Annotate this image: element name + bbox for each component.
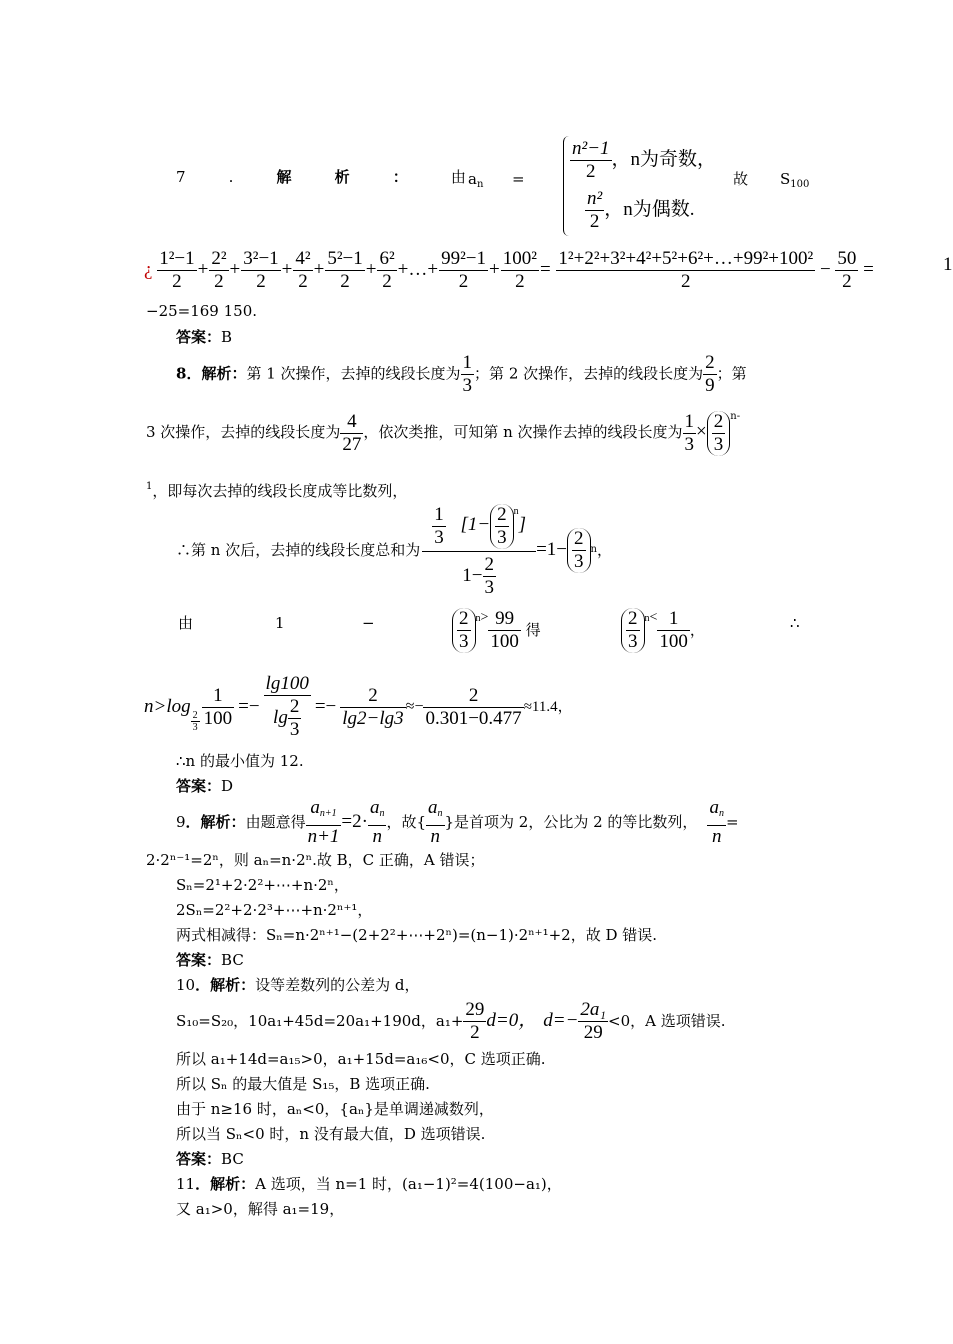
q8-l2-text-1: 3 次操作，去掉的线段长度为 — [146, 423, 341, 441]
q7-fifty-num: 50 — [837, 248, 857, 269]
q8-frac-2 — [703, 352, 717, 397]
q7-s-sub: 100 — [790, 179, 810, 190]
q7-sum-term-operator: + — [229, 258, 241, 280]
q8-frac-1-100 — [657, 608, 690, 653]
q8-frac-99-num: 99 — [488, 608, 521, 631]
q7-jie: 解 — [276, 168, 292, 186]
q9-frac-3 — [426, 797, 445, 848]
q8-frac-9-den: 3 — [628, 631, 638, 652]
q9-frac-4-den: n — [711, 825, 722, 847]
q8-ineq-2 — [621, 608, 705, 653]
q8-big-frac-num — [422, 501, 536, 551]
q8-frac-1-den: 3 — [462, 375, 473, 396]
q7-sum-mark: ¿ — [144, 258, 153, 280]
q9-frac-1-den: n+1 — [307, 825, 340, 847]
q10-answer — [176, 1150, 244, 1168]
q11-head: ．解析： — [195, 1175, 256, 1193]
q8-frac-2-num: 2 — [705, 352, 715, 373]
q8-eq-neg-2: =− — [314, 696, 337, 717]
q7-case-even-frac — [585, 188, 604, 233]
q9-number: 9 — [176, 813, 186, 831]
q8-frac-8 — [457, 608, 471, 653]
q7-dot: . — [228, 168, 234, 186]
q8-l3-one: 1 — [146, 481, 153, 492]
q7-sum-term-frac — [501, 248, 539, 293]
q8-log-arg-den: 100 — [203, 707, 233, 729]
q8-frac-4-num: 1 — [684, 410, 695, 432]
q8-log-base-den: 3 — [192, 721, 198, 733]
q10-line2 — [176, 998, 726, 1044]
q8-log-arg-num: 1 — [202, 685, 235, 708]
q8-line2 — [146, 408, 740, 456]
q8-big-den-one-minus: 1− — [462, 564, 483, 586]
q8-frac-8-num: 2 — [459, 608, 469, 629]
q8-exp-n-2: n — [590, 544, 597, 555]
q7-sum-line — [144, 248, 874, 293]
q8-eq-one-minus: =1− — [536, 539, 568, 560]
q8-log-base-num: 2 — [192, 709, 198, 721]
q7-sum-terms — [157, 248, 551, 292]
q10-number: 10 — [176, 976, 196, 994]
q10-frac-2a1-29-num: 2a₁ — [580, 998, 607, 1020]
q7-sum-term-frac — [293, 248, 312, 293]
q7-answer-value: B — [221, 328, 233, 346]
q7-header-line — [176, 168, 466, 186]
q8-frac-2-den: 9 — [705, 375, 715, 396]
q8-frac-99 — [488, 608, 521, 653]
q8-frac-4-den: 3 — [684, 433, 695, 455]
q8-exp-n-3: n — [475, 612, 481, 624]
q7-case-even-den: 2 — [589, 211, 600, 232]
q8-line3 — [146, 478, 407, 500]
q9-answer — [176, 951, 244, 969]
q7-case-even-num: n² — [587, 188, 603, 209]
q7-sum-term-operator: + — [489, 258, 500, 280]
q8-paren-5 — [621, 608, 645, 653]
q8-eq-neg-1: =− — [238, 696, 260, 717]
q9-frac-2-num — [368, 797, 387, 826]
q9-frac-3-num — [426, 797, 445, 826]
q7-cut-digit: 1 — [943, 254, 953, 275]
q8-comma: ， — [596, 541, 612, 559]
q7-equals: = — [512, 170, 525, 188]
q8-lt: < — [649, 609, 658, 625]
q8-text-3: ；第 — [716, 364, 747, 383]
q7-fifty-frac — [835, 248, 858, 293]
q10-l2-a: S₁₀=S₂₀，10a₁+45d=20a₁+190d，a₁+ — [176, 1012, 464, 1030]
q10-frac-29-2-den: 2 — [470, 1021, 480, 1043]
q9-head: ．解析： — [185, 813, 246, 831]
q7-sum-term-num: 2² — [211, 248, 227, 269]
q8-sum-line — [176, 500, 612, 600]
q7-sum-term-den: 2 — [382, 271, 392, 292]
q9-frac-2-sub: n — [379, 807, 385, 819]
q8-lg-frac-num: lg100 — [265, 673, 309, 694]
q8-head: ．解析： — [186, 364, 247, 383]
q8-times: × — [696, 421, 707, 442]
q9-answer-label: 答案： — [176, 951, 222, 969]
q7-sum-term-den: 2 — [298, 271, 308, 292]
q8-frac-1-100-num: 1 — [657, 608, 690, 631]
q8-frac-3 — [340, 411, 363, 456]
q7-you: 由 — [450, 168, 466, 186]
q8-frac-8-den: 3 — [459, 631, 469, 652]
q8-frac-3-den: 27 — [342, 433, 362, 455]
q7-tail-eq: = — [863, 258, 874, 280]
q7-sum-big-frac — [556, 248, 815, 293]
q8-l3-text: ，即每次去掉的线段长度成等比数列， — [152, 482, 408, 500]
q8-exp-n-4: n — [644, 612, 650, 624]
q9-line1 — [176, 796, 739, 847]
q7-number: 7 — [176, 168, 186, 186]
q8-frac-5-num: 2 — [713, 410, 724, 432]
q9-text-2: ，故{ — [386, 813, 426, 831]
q7-answer — [176, 328, 232, 346]
q8-q-frac-num: 2 — [340, 685, 405, 708]
q7-case-odd-num: n²−1 — [572, 138, 610, 159]
q8-one: 1 — [275, 614, 285, 632]
q8-frac-6-num: 2 — [497, 503, 507, 525]
q9-frac-1-num — [306, 797, 342, 826]
q8-you: 由 — [178, 614, 194, 632]
q11-line2: 又 a₁>0，解得 a₁=19， — [176, 1200, 345, 1218]
q7-sum-term-frac — [377, 248, 396, 293]
q8-frac-6 — [495, 504, 509, 549]
q10-l2-b: d=0， — [486, 1010, 538, 1031]
q8-big-num-third — [432, 504, 446, 549]
q7-sum-term-num: 3²−1 — [243, 248, 279, 269]
q10-l2-c: d=− — [543, 1010, 579, 1031]
q8-frac-9-num: 2 — [628, 608, 638, 629]
q8-q-frac-den: lg2−lg3 — [342, 707, 404, 729]
q7-an — [468, 170, 483, 194]
q7-case-odd — [570, 138, 716, 183]
q8-gt: > — [480, 609, 489, 625]
q8-frac-1-num: 1 — [462, 352, 473, 373]
q8-answer — [176, 777, 233, 795]
q9-frac-3-a: a — [428, 796, 438, 818]
q8-frac-6-den: 3 — [497, 526, 507, 548]
q7-result-line: −25=169 150. — [146, 302, 258, 320]
q7-sum-term-num: 6² — [379, 248, 395, 269]
q8-min-line: ∴n 的最小值为 12. — [176, 752, 304, 770]
q7-minus: − — [819, 258, 831, 280]
q9-frac-1-sub: n+1 — [319, 807, 337, 819]
q10-frac-29-2 — [463, 999, 486, 1044]
q7-sum-term-operator: = — [539, 258, 551, 280]
q8-answer-value: D — [221, 777, 234, 795]
q8-line1 — [176, 352, 747, 397]
q9-frac-2-a: a — [369, 796, 380, 818]
q8-big-den-frac — [483, 554, 497, 599]
q9-frac-1-a: a — [310, 796, 320, 818]
q9-frac-3-sub: n — [437, 807, 443, 819]
q9-text-4: = — [725, 813, 739, 831]
q10-answer-value: BC — [221, 1150, 244, 1168]
q7-sum-big-den: 2 — [681, 271, 691, 292]
q10-line3: 所以 a₁+14d=a₁₅>0，a₁+15d=a₁₆<0，C 选项正确. — [176, 1050, 546, 1068]
q11-number: 11 — [176, 1175, 196, 1193]
q7-sum-term-operator: + — [365, 258, 377, 280]
q8-text-2: ；第 2 次操作，去掉的线段长度为 — [474, 364, 704, 383]
q8-w-frac-den: 0.301−0.477 — [425, 707, 522, 729]
q7-sum-term-num: 99²−1 — [441, 248, 487, 269]
q8-frac-9 — [626, 608, 640, 653]
q7-fifty-den: 2 — [842, 271, 852, 292]
q7-sum-term-num: 1²−1 — [159, 248, 195, 269]
q8-lg-frac-den — [264, 696, 311, 741]
q8-paren-4 — [452, 608, 476, 653]
q10-text-1: 设等差数列的公差为 d， — [255, 976, 420, 994]
q11-text-1: A 选项，当 n=1 时，(a₁−1)²=4(100−a₁)， — [255, 1175, 562, 1193]
q7-sum-term-den: 2 — [515, 271, 525, 292]
q9-frac-2 — [368, 797, 387, 848]
q8-lg-den-lg: lg — [273, 706, 288, 728]
q8-therefore-text: ∴第 n 次后，去掉的线段长度总和为 — [176, 541, 421, 559]
q8-l2-text-2: ，依次类推，可知第 n 次操作去掉的线段长度为 — [363, 423, 683, 441]
q8-q-frac — [340, 685, 405, 730]
q7-sum-term-num: 5²−1 — [327, 248, 363, 269]
q8-big-frac — [422, 501, 536, 598]
q10-frac-29-2-num: 29 — [465, 998, 485, 1020]
q7-sum-term-den: 2 — [214, 271, 224, 292]
q7-sum-term-frac — [157, 248, 196, 293]
q10-line4: 所以 Sₙ 的最大值是 S₁₅，B 选项正确. — [176, 1075, 430, 1093]
q8-approx-neg: ≈− — [405, 698, 424, 715]
q7-s-letter: S — [780, 170, 791, 188]
q7-case-odd-den: 2 — [586, 161, 596, 182]
q8-minus: − — [362, 614, 375, 632]
q10-line5: 由于 n≥16 时，aₙ<0，{aₙ}是单调递减数列， — [176, 1100, 494, 1118]
q10-line1 — [176, 976, 419, 994]
q7-colon: ： — [392, 168, 408, 186]
q8-number: 8 — [176, 364, 187, 383]
q9-frac-2-den: n — [372, 825, 382, 847]
q7-sum-term-den: 2 — [172, 271, 182, 292]
q10-answer-label: 答案： — [176, 1150, 222, 1168]
q9-frac-4 — [707, 797, 726, 848]
q7-sum-big-num: 1²+2²+3²+4²+5²+6²+…+99²+100² — [558, 248, 814, 269]
q9-line2: 2·2ⁿ⁻¹=2ⁿ，则 aₙ=n·2ⁿ.故 B，C 正确，A 错误； — [146, 851, 485, 869]
q8-big-den-frac-num: 2 — [484, 553, 494, 575]
q8-w-frac — [423, 685, 523, 730]
q7-sum-term-operator: +…+ — [397, 258, 439, 280]
q8-approx-val: ≈11.4， — [523, 699, 573, 715]
q8-frac-1 — [461, 352, 475, 397]
q7-case-even-cond: ，n为偶数. — [604, 198, 695, 220]
q8-text-1: 第 1 次操作，去掉的线段长度为 — [246, 364, 461, 383]
q8-lg-den-frac-num: 2 — [289, 696, 300, 717]
q8-frac-5 — [712, 411, 726, 456]
q8-frac-99-den: 100 — [490, 631, 519, 652]
q7-sum-term-num: 100² — [502, 248, 537, 269]
q9-frac-1 — [306, 797, 342, 848]
q8-exp-nm: n- — [730, 411, 741, 422]
q8-log-arg — [202, 685, 235, 730]
q8-big-den-frac-den: 3 — [484, 576, 494, 598]
q8-frac-7-den: 3 — [574, 550, 584, 572]
q10-l2-d: <0，A 选项错误. — [608, 1012, 726, 1030]
q8-big-num-third-num: 1 — [434, 503, 444, 525]
q9-frac-3-den: n — [430, 825, 440, 847]
q8-frac-7 — [572, 528, 586, 573]
q8-big-num-third-den: 3 — [434, 526, 444, 548]
q8-paren-3 — [567, 528, 591, 573]
q8-ineq-1 — [452, 608, 541, 653]
q9-line5: 两式相减得：Sₙ=n·2ⁿ⁺¹−(2+2²+⋯+2ⁿ)=(n−1)·2ⁿ⁺¹+2，故 D 错误. — [176, 926, 658, 944]
q9-frac-4-num — [707, 797, 726, 826]
q9-line4: 2Sₙ=2²+2·2³+⋯+n·2ⁿ⁺¹， — [176, 901, 373, 919]
q8-lg-frac — [264, 673, 311, 741]
q11-line1 — [176, 1175, 562, 1193]
q7-sum-term-frac — [241, 248, 280, 293]
q7-an-sub: n — [476, 179, 484, 190]
q8-answer-label: 答案： — [176, 777, 222, 795]
q8-log-line — [144, 672, 573, 742]
q9-line3: Sₙ=2¹+2·2²+⋯+n·2ⁿ， — [176, 876, 349, 894]
q8-bracket-open: [1− — [460, 514, 491, 536]
q8-frac-5-den: 3 — [713, 433, 724, 455]
q7-sum-term-den: 2 — [340, 271, 350, 292]
q7-sum-term-operator: + — [313, 258, 325, 280]
q8-big-frac-den — [422, 552, 536, 599]
q7-sum-term-operator: + — [197, 258, 209, 280]
q9-text-1: 由题意得 — [245, 813, 306, 831]
q7-an-letter: a — [468, 170, 477, 188]
q7-sum-term-frac — [209, 248, 228, 293]
q8-log-prefix: n>log — [144, 696, 191, 717]
q10-head: ．解析： — [195, 976, 256, 994]
q7-case-even — [585, 188, 694, 233]
q7-sum-term-den: 2 — [256, 271, 266, 292]
q9-frac-4-sub: n — [718, 807, 724, 819]
q9-text-3: }是首项为 2，公比为 2 的等比数列， — [444, 813, 698, 831]
q8-frac-3-num: 4 — [340, 411, 363, 434]
q8-comma-2: ， — [689, 622, 705, 639]
q8-lg-den-frac-den: 3 — [289, 719, 300, 740]
q7-sum-term-den: 2 — [458, 271, 469, 292]
q8-log-base — [191, 710, 200, 733]
q7-case-odd-frac — [570, 138, 612, 183]
q8-w-frac-num: 2 — [423, 685, 523, 708]
q8-frac-1-100-den: 100 — [659, 631, 688, 652]
q9-eq-two-dot: =2· — [341, 811, 368, 832]
q7-xi: 析 — [334, 168, 350, 186]
q7-sum-term-operator: + — [281, 258, 293, 280]
q8-paren-2 — [490, 504, 514, 549]
q7-gu: 故 — [733, 170, 749, 188]
q9-answer-value: BC — [221, 951, 244, 969]
q10-frac-2a1-29 — [578, 999, 608, 1044]
q8-frac-4 — [683, 411, 697, 456]
q9-frac-4-a: a — [709, 796, 719, 818]
q7-case-odd-cond: ，n为奇数， — [611, 148, 717, 170]
q8-exp-n-1: n — [513, 506, 519, 518]
q7-s100 — [780, 170, 809, 194]
q8-bracket-close: ] — [518, 514, 527, 536]
q8-frac-7-num: 2 — [574, 527, 584, 549]
q7-sum-term-frac — [325, 248, 364, 293]
q10-frac-2a1-29-den: 29 — [583, 1021, 603, 1043]
q8-therefore-right: ∴ — [790, 614, 800, 632]
q7-answer-label: 答案： — [176, 328, 222, 346]
q7-sum-term-num: 4² — [295, 248, 311, 269]
q8-lg-den-frac — [288, 696, 302, 741]
q8-paren-1 — [707, 411, 731, 456]
q8-de: 得 — [525, 620, 541, 639]
q7-sum-term-frac — [439, 248, 488, 293]
q10-line6: 所以当 Sₙ<0 时，n 没有最大值，D 选项错误. — [176, 1125, 486, 1143]
